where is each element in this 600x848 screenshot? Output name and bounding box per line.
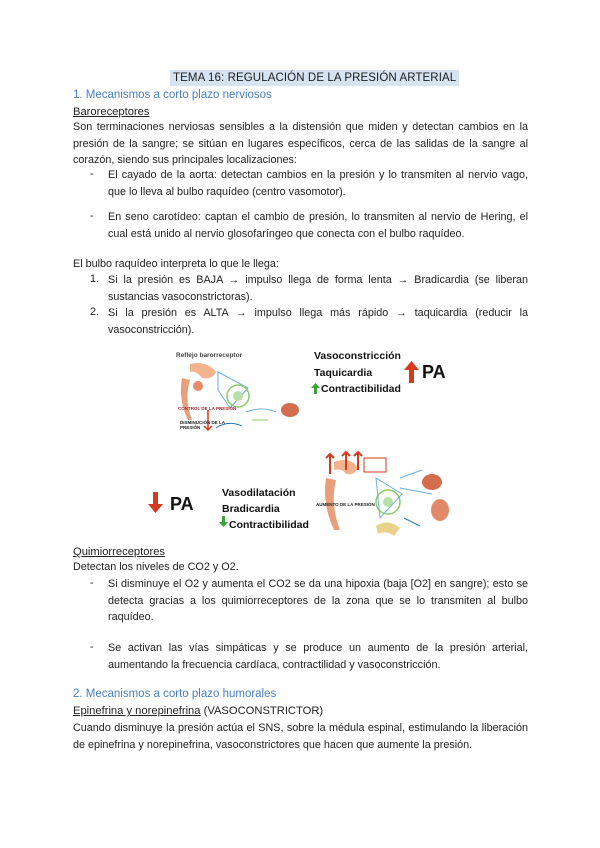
- section2-heading: 2. Mecanismos a corto plazo humorales: [73, 688, 277, 700]
- baro-bullet-1: El cayado de la aorta: detectan cambios en la presión y lo transmiten al nervio vago, que lo lleva al bulbo raquídeo (centro vasomotor).: [108, 169, 528, 198]
- effect-contractibilidad-down: Contractibilidad: [229, 519, 309, 531]
- section2-text: Cuando disminuye la presión actúa el SNS, sobre la médula espinal, estimulando la liberación de epinefrina y norepinefrina, vasoconstrictores que hacen que aumente la presión.: [73, 722, 528, 751]
- green-arrow-down-icon: [219, 516, 228, 527]
- quimio-bullet-2: Se activan las vías simpáticas y se produce un aumento de la presión arterial, aumentando la frecuencia cardíaca, contractilidad y vasoconstricción.: [108, 642, 528, 671]
- reflex-title: Reflejo barorreceptor: [176, 352, 243, 359]
- number-2: 2.: [90, 306, 100, 318]
- effect-contractibilidad-up: Contractibilidad: [321, 383, 401, 395]
- bullet-dash: -: [90, 641, 94, 653]
- bottom-caption: AUMENTO DE LA PRESIÓN: [316, 502, 375, 507]
- effect-vasodilatacion: Vasodilatación: [222, 487, 296, 499]
- epinefrina-heading: Epinefrina y norepinefrina: [73, 705, 201, 717]
- baroreceptores-intro: Son terminaciones nerviosas sensibles a la distensión que miden y detectan cambios en la presión de la sangre; se sitúan en lugares específicos, cerca de las salidas de la sangre al corazón, siendo sus principales localizaciones:: [73, 121, 528, 166]
- epinefrina-note: (VASOCONSTRICTOR): [200, 705, 324, 717]
- baroreceptores-heading: Baroreceptores: [73, 106, 150, 118]
- bulbo-item-1: Si la presión es BAJA → impulso llega de forma lenta → Bradicardia (se liberan sustancias vasoconstrictoras).: [108, 274, 528, 303]
- epinefrina-line: [73, 705, 323, 717]
- quimiorreceptores-heading: Quimiorreceptores: [73, 546, 166, 558]
- pa-up-label: PA: [422, 362, 446, 382]
- effect-taquicardia: Taquicardia: [314, 367, 373, 379]
- bulbo-intro: El bulbo raquídeo interpreta lo que le llega:: [73, 258, 279, 270]
- effect-bradicardia: Bradicardia: [222, 503, 280, 515]
- quimiorreceptores-intro: Detectan los niveles de CO2 y O2.: [73, 561, 239, 573]
- page-title: TEMA 16: REGULACIÓN DE LA PRESIÓN ARTERIAL: [170, 70, 459, 86]
- top-caption-2: DISMINUCIÓN DE LA PRESIÓN: [180, 420, 225, 430]
- red-arrow-down-icon: [148, 492, 163, 513]
- pa-down-label: PA: [170, 494, 194, 514]
- bullet-dash: -: [90, 168, 94, 180]
- bullet-dash: -: [90, 577, 94, 589]
- red-arrow-up-icon: [404, 361, 419, 383]
- top-caption-1: CONTROL DE LA PRESIÓN: [178, 406, 237, 411]
- number-1: 1.: [90, 273, 100, 285]
- quimio-bullet-1: Si disminuye el O2 y aumenta el CO2 se da una hipoxia (baja [O2] en sangre); esto se detecta gracias a los quimiorreceptores de la zona que se lo transmiten al bulbo raquídeo.: [108, 578, 528, 623]
- baro-bullet-2: En seno carotídeo: captan el cambio de presión, lo transmiten al nervio de Hering, el cual está unido al nervio glosofaríngeo que conecta con el bulbo raquídeo.: [108, 211, 528, 240]
- bulbo-item-2: Si la presión es ALTA → impulso llega más rápido → taquicardia (reducir la vasoconstricción).: [108, 307, 528, 336]
- bullet-dash: -: [90, 210, 94, 222]
- baroreflex-diagram-bottom: [316, 448, 466, 540]
- green-arrow-up-icon: [311, 383, 320, 394]
- effect-vasoconstriccion: Vasoconstricción: [314, 350, 401, 362]
- section1-heading: 1. Mecanismos a corto plazo nerviosos: [73, 89, 272, 101]
